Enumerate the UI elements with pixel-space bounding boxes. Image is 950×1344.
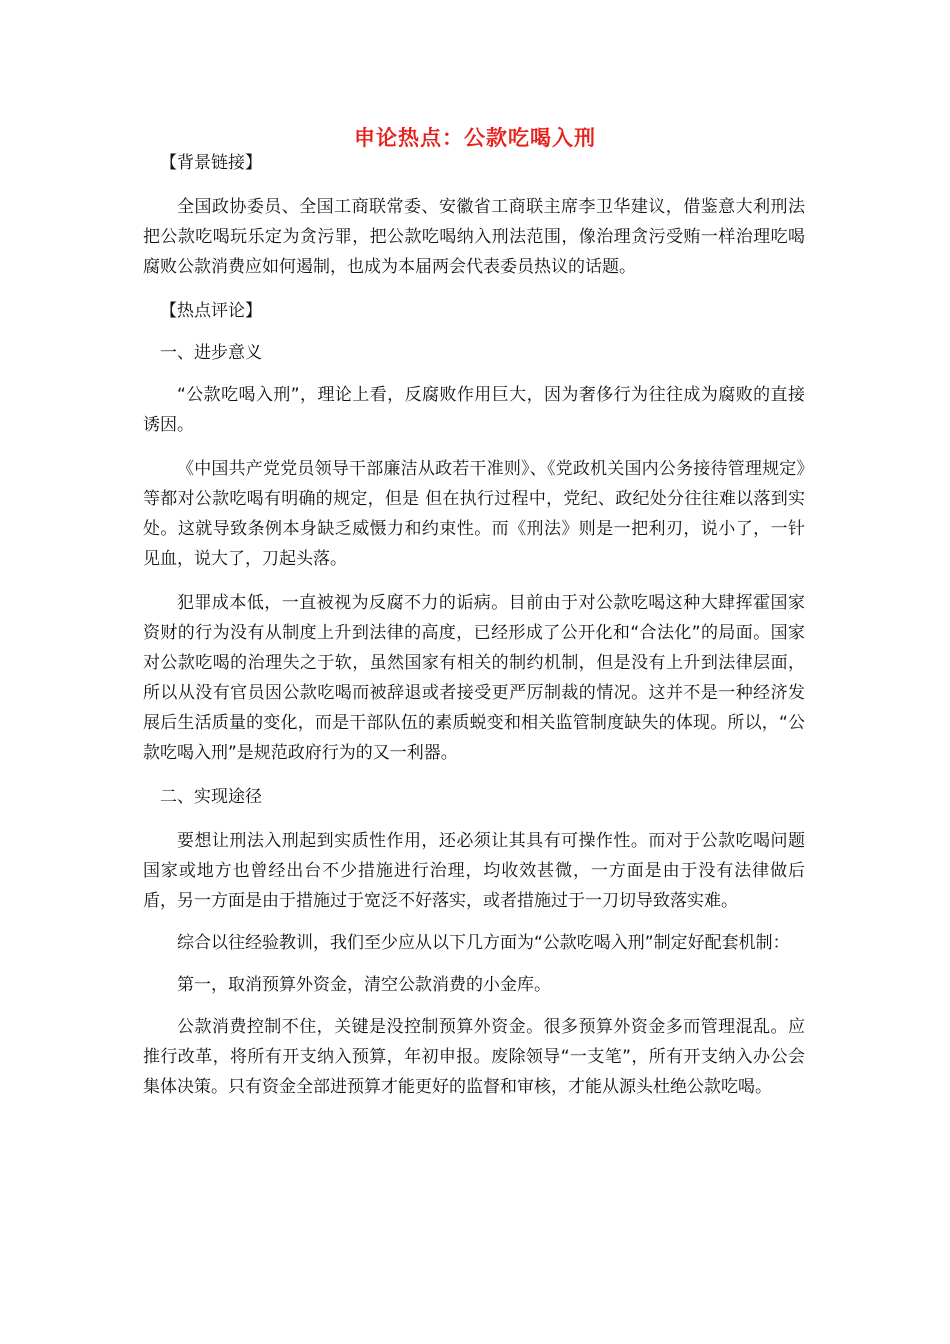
paragraph-approach-3: 第一，取消预算外资金，清空公款消费的小金库。 [177,975,551,995]
paragraph-progress-3: 犯罪成本低，一直被视为反腐不力的诟病。目前由于对公款吃喝这种大肆挥霍国家资财的行为没有从制度上升到法律的高度，已经形成了公开化和“合法化”的局面。国家对公款吃喝的治理失之于软，虽然国家有相关的制约机制，但是没有上升到法律层面，所以从没有官员因公款吃喝而被辞退或者接受更严厉制裁的情况。这并不是一种经济发展后生活质量的变化，而是干部队伍的素质蜕变和相关监管制度缺失的体现。所以，“公款吃喝入刑”是规范政府行为的又一利器。 [143,593,805,763]
paragraph-progress-1: “公款吃喝入刑”，理论上看，反腐败作用巨大，因为奢侈行为往往成为腐败的直接诱因。 [143,385,805,435]
paragraph-approach-4: 公款消费控制不住，关键是没控制预算外资金。很多预算外资金多而管理混乱。应推行改革，将所有开支纳入预算，年初申报。废除领导“一支笔”，所有开支纳入办公会集体决策。只有资金全部进预算才能更好的监督和审核，才能从源头杜绝公款吃喝。 [143,1017,805,1097]
section-heading-progress: 一、进步意义 [160,343,262,363]
paragraph-approach-1: 要想让刑法入刑起到实质性作用，还必须让其具有可操作性。而对于公款吃喝问题国家或地方也曾经出台不少措施进行治理，均收效甚微，一方面是由于没有法律做后盾，另一方面是由于措施过于宽泛不好落实，或者措施过于一刀切导致落实难。 [143,831,805,911]
section-heading-approach: 二、实现途径 [160,787,262,807]
comment-heading: 【热点评论】 [160,301,262,321]
page-title: 申论热点：公款吃喝入刑 [354,126,596,150]
paragraph-approach-2: 综合以往经验教训，我们至少应从以下几方面为“公款吃喝入刑”制定好配套机制： [177,933,790,953]
background-heading: 【背景链接】 [160,153,262,173]
paragraph-progress-2: 《中国共产党党员领导干部廉洁从政若干准则》、《党政机关国内公务接待管理规定》等都对公款吃喝有明确的规定，但是 但在执行过程中，党纪、政纪处分往往难以落到实处。这就导致条例本身缺乏威慑力和约束性。而《刑法》则是一把利刃，说小了，一针见血，说大了，刀起头落。 [143,459,805,569]
document-body [143,148,805,1102]
background-paragraph: 全国政协委员、全国工商联常委、安徽省工商联主席李卫华建议，借鉴意大利刑法把公款吃喝玩乐定为贪污罪，把公款吃喝纳入刑法范围，像治理贪污受贿一样治理吃喝腐败公款消费应如何遏制，也成为本届两会代表委员热议的话题。 [143,197,805,277]
